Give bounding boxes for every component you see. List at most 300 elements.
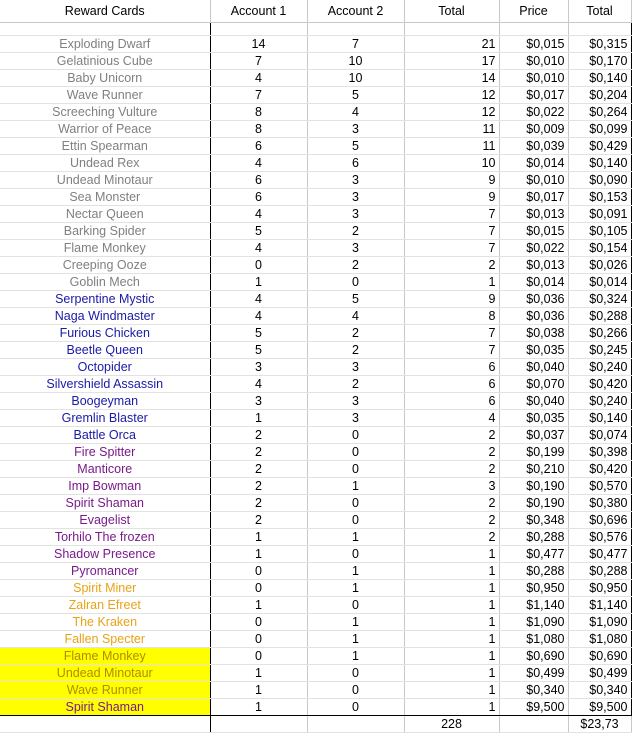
card-name-cell[interactable]: Flame Monkey bbox=[0, 240, 210, 257]
header-price[interactable]: Price bbox=[499, 0, 568, 23]
price-cell[interactable]: $0,014 bbox=[499, 274, 568, 291]
price-cell[interactable]: $1,090 bbox=[499, 614, 568, 631]
price-cell[interactable]: $0,035 bbox=[499, 410, 568, 427]
account-2-cell[interactable]: 10 bbox=[307, 53, 404, 70]
price-cell[interactable]: $1,080 bbox=[499, 631, 568, 648]
total-value-cell[interactable]: $0,140 bbox=[568, 155, 631, 172]
total-value-cell[interactable]: $1,080 bbox=[568, 631, 631, 648]
card-name-cell[interactable]: Battle Orca bbox=[0, 427, 210, 444]
total-value-cell[interactable]: $1,140 bbox=[568, 597, 631, 614]
price-cell[interactable]: $0,036 bbox=[499, 308, 568, 325]
total-value-cell[interactable]: $0,950 bbox=[568, 580, 631, 597]
total-value-cell[interactable]: $0,429 bbox=[568, 138, 631, 155]
header-total-value[interactable]: Total bbox=[568, 0, 631, 23]
total-value-cell[interactable]: $0,099 bbox=[568, 121, 631, 138]
total-count-cell[interactable]: 2 bbox=[404, 427, 499, 444]
card-name-cell[interactable]: Spirit Shaman bbox=[0, 699, 210, 716]
account-1-cell[interactable]: 0 bbox=[210, 580, 307, 597]
card-name-cell[interactable]: Ettin Spearman bbox=[0, 138, 210, 155]
card-row bbox=[0, 206, 631, 223]
card-row bbox=[0, 393, 631, 410]
total-count-cell[interactable]: 7 bbox=[404, 223, 499, 240]
card-row bbox=[0, 155, 631, 172]
account-1-cell[interactable]: 2 bbox=[210, 444, 307, 461]
empty-cell[interactable] bbox=[307, 716, 404, 733]
total-value-cell[interactable]: $0,576 bbox=[568, 529, 631, 546]
card-name-cell[interactable]: Fallen Specter bbox=[0, 631, 210, 648]
price-cell[interactable]: $0,690 bbox=[499, 648, 568, 665]
total-value-cell[interactable]: $1,090 bbox=[568, 614, 631, 631]
card-name-cell[interactable]: Exploding Dwarf bbox=[0, 36, 210, 53]
account-2-cell[interactable]: 0 bbox=[307, 699, 404, 716]
account-2-cell[interactable]: 3 bbox=[307, 410, 404, 427]
total-value-cell[interactable]: $0,140 bbox=[568, 70, 631, 87]
account-1-cell[interactable]: 5 bbox=[210, 342, 307, 359]
total-count-cell[interactable]: 2 bbox=[404, 257, 499, 274]
price-cell[interactable]: $0,288 bbox=[499, 529, 568, 546]
account-2-cell[interactable]: 2 bbox=[307, 325, 404, 342]
account-1-cell[interactable]: 1 bbox=[210, 682, 307, 699]
total-value-cell[interactable]: $0,696 bbox=[568, 512, 631, 529]
empty-cell[interactable] bbox=[499, 716, 568, 733]
account-1-cell[interactable]: 2 bbox=[210, 478, 307, 495]
account-2-cell[interactable]: 1 bbox=[307, 580, 404, 597]
account-2-cell[interactable]: 7 bbox=[307, 36, 404, 53]
total-count-cell[interactable]: 6 bbox=[404, 376, 499, 393]
total-value-cell[interactable]: $0,014 bbox=[568, 274, 631, 291]
card-name-cell[interactable]: Manticore bbox=[0, 461, 210, 478]
total-value-cell[interactable]: $0,204 bbox=[568, 87, 631, 104]
total-count-cell[interactable]: 1 bbox=[404, 614, 499, 631]
total-count-cell[interactable]: 1 bbox=[404, 274, 499, 291]
account-2-cell[interactable]: 1 bbox=[307, 563, 404, 580]
total-count-cell[interactable]: 4 bbox=[404, 410, 499, 427]
total-value-cell[interactable]: $0,420 bbox=[568, 376, 631, 393]
account-1-cell[interactable]: 4 bbox=[210, 155, 307, 172]
card-name-cell[interactable]: Creeping Ooze bbox=[0, 257, 210, 274]
total-value-cell[interactable]: $0,380 bbox=[568, 495, 631, 512]
total-count-cell[interactable]: 1 bbox=[404, 699, 499, 716]
card-row bbox=[0, 512, 631, 529]
card-row bbox=[0, 36, 631, 53]
price-cell[interactable]: $0,017 bbox=[499, 87, 568, 104]
price-cell[interactable]: $0,037 bbox=[499, 427, 568, 444]
card-name-cell[interactable]: Goblin Mech bbox=[0, 274, 210, 291]
card-row bbox=[0, 461, 631, 478]
card-name-cell[interactable]: Zalran Efreet bbox=[0, 597, 210, 614]
card-row bbox=[0, 274, 631, 291]
total-count-cell[interactable]: 8 bbox=[404, 308, 499, 325]
price-cell[interactable]: $0,022 bbox=[499, 104, 568, 121]
card-row bbox=[0, 121, 631, 138]
card-name-cell[interactable]: Baby Unicorn bbox=[0, 70, 210, 87]
total-value-cell[interactable]: $0,090 bbox=[568, 172, 631, 189]
price-cell[interactable]: $0,013 bbox=[499, 257, 568, 274]
price-cell[interactable]: $0,950 bbox=[499, 580, 568, 597]
total-count-cell[interactable]: 1 bbox=[404, 631, 499, 648]
account-2-cell[interactable]: 3 bbox=[307, 206, 404, 223]
total-value-cell[interactable]: $0,288 bbox=[568, 563, 631, 580]
card-name-cell[interactable]: Gelatinious Cube bbox=[0, 53, 210, 70]
empty-cell[interactable] bbox=[0, 716, 210, 733]
card-name-cell[interactable]: Boogeyman bbox=[0, 393, 210, 410]
account-2-cell[interactable]: 0 bbox=[307, 427, 404, 444]
total-count-cell[interactable]: 1 bbox=[404, 682, 499, 699]
account-1-cell[interactable]: 1 bbox=[210, 597, 307, 614]
total-value-cell[interactable]: $0,074 bbox=[568, 427, 631, 444]
header-account-1[interactable]: Account 1 bbox=[210, 0, 307, 23]
account-2-cell[interactable]: 3 bbox=[307, 359, 404, 376]
price-cell[interactable]: $1,140 bbox=[499, 597, 568, 614]
account-1-cell[interactable]: 4 bbox=[210, 70, 307, 87]
price-cell[interactable]: $0,010 bbox=[499, 172, 568, 189]
account-2-cell[interactable]: 3 bbox=[307, 121, 404, 138]
account-1-cell[interactable]: 1 bbox=[210, 665, 307, 682]
account-1-cell[interactable]: 2 bbox=[210, 512, 307, 529]
card-row bbox=[0, 359, 631, 376]
total-count-cell[interactable]: 3 bbox=[404, 478, 499, 495]
total-count-cell[interactable]: 7 bbox=[404, 206, 499, 223]
total-count-cell[interactable]: 10 bbox=[404, 155, 499, 172]
total-value-cell[interactable]: $0,477 bbox=[568, 546, 631, 563]
card-row bbox=[0, 342, 631, 359]
account-2-cell[interactable]: 2 bbox=[307, 342, 404, 359]
total-value-cell[interactable]: $0,153 bbox=[568, 189, 631, 206]
total-count-cell[interactable]: 1 bbox=[404, 597, 499, 614]
price-cell[interactable]: $0,190 bbox=[499, 495, 568, 512]
total-count-cell[interactable]: 1 bbox=[404, 648, 499, 665]
empty-cell[interactable] bbox=[307, 23, 404, 36]
account-1-cell[interactable]: 4 bbox=[210, 308, 307, 325]
card-row bbox=[0, 104, 631, 121]
account-2-cell[interactable]: 3 bbox=[307, 189, 404, 206]
price-cell[interactable]: $0,017 bbox=[499, 189, 568, 206]
card-name-cell[interactable]: Warrior of Peace bbox=[0, 121, 210, 138]
grand-total-value[interactable]: $23,73 bbox=[568, 716, 631, 733]
total-value-cell[interactable]: $0,105 bbox=[568, 223, 631, 240]
account-2-cell[interactable]: 4 bbox=[307, 308, 404, 325]
account-2-cell[interactable]: 0 bbox=[307, 444, 404, 461]
spacer-row bbox=[0, 23, 631, 36]
account-2-cell[interactable]: 3 bbox=[307, 393, 404, 410]
price-cell[interactable]: $0,070 bbox=[499, 376, 568, 393]
empty-cell[interactable] bbox=[210, 23, 307, 36]
card-name-cell[interactable]: Barking Spider bbox=[0, 223, 210, 240]
total-count-cell[interactable]: 9 bbox=[404, 172, 499, 189]
account-1-cell[interactable]: 0 bbox=[210, 257, 307, 274]
price-cell[interactable]: $0,010 bbox=[499, 53, 568, 70]
price-cell[interactable]: $0,340 bbox=[499, 682, 568, 699]
account-2-cell[interactable]: 10 bbox=[307, 70, 404, 87]
account-1-cell[interactable]: 2 bbox=[210, 495, 307, 512]
account-2-cell[interactable]: 1 bbox=[307, 631, 404, 648]
account-2-cell[interactable]: 1 bbox=[307, 648, 404, 665]
price-cell[interactable]: $0,210 bbox=[499, 461, 568, 478]
card-name-cell[interactable]: Torhilo The frozen bbox=[0, 529, 210, 546]
card-name-cell[interactable]: Flame Monkey bbox=[0, 648, 210, 665]
price-cell[interactable]: $0,015 bbox=[499, 36, 568, 53]
card-row bbox=[0, 223, 631, 240]
account-2-cell[interactable]: 1 bbox=[307, 614, 404, 631]
account-1-cell[interactable]: 1 bbox=[210, 410, 307, 427]
empty-cell[interactable] bbox=[499, 23, 568, 36]
card-name-cell[interactable]: Furious Chicken bbox=[0, 325, 210, 342]
card-name-cell[interactable]: Naga Windmaster bbox=[0, 308, 210, 325]
price-cell[interactable]: $0,038 bbox=[499, 325, 568, 342]
empty-cell[interactable] bbox=[0, 23, 210, 36]
header-account-2[interactable]: Account 2 bbox=[307, 0, 404, 23]
total-value-cell[interactable]: $9,500 bbox=[568, 699, 631, 716]
account-2-cell[interactable]: 0 bbox=[307, 461, 404, 478]
total-value-cell[interactable]: $0,240 bbox=[568, 393, 631, 410]
price-cell[interactable]: $0,022 bbox=[499, 240, 568, 257]
total-value-cell[interactable]: $0,340 bbox=[568, 682, 631, 699]
card-row bbox=[0, 563, 631, 580]
grand-total-count[interactable]: 228 bbox=[404, 716, 499, 733]
account-1-cell[interactable]: 0 bbox=[210, 614, 307, 631]
card-name-cell[interactable]: Spirit Miner bbox=[0, 580, 210, 597]
card-row bbox=[0, 308, 631, 325]
total-count-cell[interactable]: 1 bbox=[404, 563, 499, 580]
card-row bbox=[0, 257, 631, 274]
card-row bbox=[0, 614, 631, 631]
total-value-cell[interactable]: $0,420 bbox=[568, 461, 631, 478]
card-row bbox=[0, 444, 631, 461]
total-count-cell[interactable]: 9 bbox=[404, 189, 499, 206]
header-row bbox=[0, 0, 631, 23]
total-value-cell[interactable]: $0,026 bbox=[568, 257, 631, 274]
account-1-cell[interactable]: 3 bbox=[210, 359, 307, 376]
card-row bbox=[0, 172, 631, 189]
header-total[interactable]: Total bbox=[404, 0, 499, 23]
total-count-cell[interactable]: 12 bbox=[404, 104, 499, 121]
card-name-cell[interactable]: Spirit Shaman bbox=[0, 495, 210, 512]
total-count-cell[interactable]: 14 bbox=[404, 70, 499, 87]
total-count-cell[interactable]: 1 bbox=[404, 546, 499, 563]
card-row bbox=[0, 478, 631, 495]
price-cell[interactable]: $0,288 bbox=[499, 563, 568, 580]
account-2-cell[interactable]: 2 bbox=[307, 223, 404, 240]
total-value-cell[interactable]: $0,324 bbox=[568, 291, 631, 308]
account-1-cell[interactable]: 1 bbox=[210, 699, 307, 716]
card-name-cell[interactable]: Wave Runner bbox=[0, 87, 210, 104]
account-1-cell[interactable]: 8 bbox=[210, 104, 307, 121]
account-1-cell[interactable]: 2 bbox=[210, 427, 307, 444]
account-2-cell[interactable]: 6 bbox=[307, 155, 404, 172]
account-1-cell[interactable]: 5 bbox=[210, 325, 307, 342]
price-cell[interactable]: $9,500 bbox=[499, 699, 568, 716]
total-value-cell[interactable]: $0,570 bbox=[568, 478, 631, 495]
price-cell[interactable]: $0,036 bbox=[499, 291, 568, 308]
total-count-cell[interactable]: 17 bbox=[404, 53, 499, 70]
card-row bbox=[0, 325, 631, 342]
account-1-cell[interactable]: 8 bbox=[210, 121, 307, 138]
price-cell[interactable]: $0,190 bbox=[499, 478, 568, 495]
account-1-cell[interactable]: 14 bbox=[210, 36, 307, 53]
total-value-cell[interactable]: $0,288 bbox=[568, 308, 631, 325]
total-value-cell[interactable]: $0,091 bbox=[568, 206, 631, 223]
card-name-cell[interactable]: Undead Minotaur bbox=[0, 172, 210, 189]
card-name-cell[interactable]: The Kraken bbox=[0, 614, 210, 631]
total-count-cell[interactable]: 9 bbox=[404, 291, 499, 308]
total-count-cell[interactable]: 2 bbox=[404, 444, 499, 461]
card-name-cell[interactable]: Pyromancer bbox=[0, 563, 210, 580]
account-2-cell[interactable]: 3 bbox=[307, 240, 404, 257]
empty-cell[interactable] bbox=[404, 23, 499, 36]
card-row bbox=[0, 699, 631, 716]
account-2-cell[interactable]: 0 bbox=[307, 495, 404, 512]
account-1-cell[interactable]: 4 bbox=[210, 206, 307, 223]
price-cell[interactable]: $0,199 bbox=[499, 444, 568, 461]
total-count-cell[interactable]: 6 bbox=[404, 359, 499, 376]
header-reward-cards[interactable]: Reward Cards bbox=[0, 0, 210, 23]
account-1-cell[interactable]: 5 bbox=[210, 223, 307, 240]
account-2-cell[interactable]: 0 bbox=[307, 682, 404, 699]
account-1-cell[interactable]: 0 bbox=[210, 648, 307, 665]
account-1-cell[interactable]: 1 bbox=[210, 546, 307, 563]
card-row bbox=[0, 546, 631, 563]
account-2-cell[interactable]: 0 bbox=[307, 597, 404, 614]
card-name-cell[interactable]: Undead Rex bbox=[0, 155, 210, 172]
account-2-cell[interactable]: 1 bbox=[307, 529, 404, 546]
total-value-cell[interactable]: $0,266 bbox=[568, 325, 631, 342]
total-count-cell[interactable]: 1 bbox=[404, 665, 499, 682]
card-row bbox=[0, 529, 631, 546]
total-value-cell[interactable]: $0,140 bbox=[568, 410, 631, 427]
price-cell[interactable]: $0,499 bbox=[499, 665, 568, 682]
card-row bbox=[0, 410, 631, 427]
card-row bbox=[0, 189, 631, 206]
price-cell[interactable]: $0,040 bbox=[499, 359, 568, 376]
total-count-cell[interactable]: 21 bbox=[404, 36, 499, 53]
total-value-cell[interactable]: $0,690 bbox=[568, 648, 631, 665]
card-row bbox=[0, 597, 631, 614]
account-1-cell[interactable]: 4 bbox=[210, 291, 307, 308]
card-name-cell[interactable]: Octopider bbox=[0, 359, 210, 376]
total-count-cell[interactable]: 7 bbox=[404, 342, 499, 359]
total-count-cell[interactable]: 11 bbox=[404, 138, 499, 155]
account-1-cell[interactable]: 7 bbox=[210, 53, 307, 70]
total-value-cell[interactable]: $0,154 bbox=[568, 240, 631, 257]
card-name-cell[interactable]: Silvershield Assassin bbox=[0, 376, 210, 393]
card-name-cell[interactable]: Screeching Vulture bbox=[0, 104, 210, 121]
price-cell[interactable]: $0,013 bbox=[499, 206, 568, 223]
account-2-cell[interactable]: 2 bbox=[307, 376, 404, 393]
account-2-cell[interactable]: 3 bbox=[307, 172, 404, 189]
card-name-cell[interactable]: Beetle Queen bbox=[0, 342, 210, 359]
account-2-cell[interactable]: 0 bbox=[307, 274, 404, 291]
account-2-cell[interactable]: 1 bbox=[307, 478, 404, 495]
card-name-cell[interactable]: Shadow Presence bbox=[0, 546, 210, 563]
account-1-cell[interactable]: 1 bbox=[210, 274, 307, 291]
totals-row bbox=[0, 716, 631, 733]
price-cell[interactable]: $0,015 bbox=[499, 223, 568, 240]
card-name-cell[interactable]: Undead Minotaur bbox=[0, 665, 210, 682]
card-row bbox=[0, 291, 631, 308]
total-count-cell[interactable]: 6 bbox=[404, 393, 499, 410]
total-count-cell[interactable]: 12 bbox=[404, 87, 499, 104]
price-cell[interactable]: $0,477 bbox=[499, 546, 568, 563]
card-name-cell[interactable]: Serpentine Mystic bbox=[0, 291, 210, 308]
account-2-cell[interactable]: 0 bbox=[307, 665, 404, 682]
total-value-cell[interactable]: $0,499 bbox=[568, 665, 631, 682]
account-1-cell[interactable]: 6 bbox=[210, 172, 307, 189]
card-row bbox=[0, 240, 631, 257]
empty-cell[interactable] bbox=[210, 716, 307, 733]
total-count-cell[interactable]: 2 bbox=[404, 495, 499, 512]
price-cell[interactable]: $0,348 bbox=[499, 512, 568, 529]
card-row bbox=[0, 138, 631, 155]
total-count-cell[interactable]: 7 bbox=[404, 240, 499, 257]
price-cell[interactable]: $0,009 bbox=[499, 121, 568, 138]
card-row bbox=[0, 427, 631, 444]
empty-cell[interactable] bbox=[568, 23, 631, 36]
card-name-cell[interactable]: Evagelist bbox=[0, 512, 210, 529]
card-row bbox=[0, 87, 631, 104]
total-value-cell[interactable]: $0,245 bbox=[568, 342, 631, 359]
price-cell[interactable]: $0,010 bbox=[499, 70, 568, 87]
account-2-cell[interactable]: 0 bbox=[307, 512, 404, 529]
account-2-cell[interactable]: 5 bbox=[307, 87, 404, 104]
card-row bbox=[0, 70, 631, 87]
price-cell[interactable]: $0,014 bbox=[499, 155, 568, 172]
total-value-cell[interactable]: $0,240 bbox=[568, 359, 631, 376]
account-2-cell[interactable]: 4 bbox=[307, 104, 404, 121]
card-name-cell[interactable]: Nectar Queen bbox=[0, 206, 210, 223]
card-row bbox=[0, 682, 631, 699]
card-row bbox=[0, 648, 631, 665]
card-name-cell[interactable]: Gremlin Blaster bbox=[0, 410, 210, 427]
account-2-cell[interactable]: 0 bbox=[307, 546, 404, 563]
card-name-cell[interactable]: Imp Bowman bbox=[0, 478, 210, 495]
account-1-cell[interactable]: 3 bbox=[210, 393, 307, 410]
account-1-cell[interactable]: 6 bbox=[210, 138, 307, 155]
total-count-cell[interactable]: 11 bbox=[404, 121, 499, 138]
card-row bbox=[0, 376, 631, 393]
total-count-cell[interactable]: 1 bbox=[404, 580, 499, 597]
card-row bbox=[0, 631, 631, 648]
total-value-cell[interactable]: $0,315 bbox=[568, 36, 631, 53]
card-row bbox=[0, 53, 631, 70]
total-count-cell[interactable]: 2 bbox=[404, 512, 499, 529]
account-1-cell[interactable]: 4 bbox=[210, 240, 307, 257]
account-1-cell[interactable]: 0 bbox=[210, 631, 307, 648]
total-value-cell[interactable]: $0,264 bbox=[568, 104, 631, 121]
price-cell[interactable]: $0,039 bbox=[499, 138, 568, 155]
total-count-cell[interactable]: 7 bbox=[404, 325, 499, 342]
account-1-cell[interactable]: 6 bbox=[210, 189, 307, 206]
account-2-cell[interactable]: 2 bbox=[307, 257, 404, 274]
total-count-cell[interactable]: 2 bbox=[404, 529, 499, 546]
card-row bbox=[0, 580, 631, 597]
account-1-cell[interactable]: 0 bbox=[210, 563, 307, 580]
card-name-cell[interactable]: Sea Monster bbox=[0, 189, 210, 206]
account-1-cell[interactable]: 1 bbox=[210, 529, 307, 546]
card-name-cell[interactable]: Wave Runner bbox=[0, 682, 210, 699]
card-name-cell[interactable]: Fire Spitter bbox=[0, 444, 210, 461]
account-1-cell[interactable]: 7 bbox=[210, 87, 307, 104]
total-value-cell[interactable]: $0,170 bbox=[568, 53, 631, 70]
card-row bbox=[0, 665, 631, 682]
price-cell[interactable]: $0,040 bbox=[499, 393, 568, 410]
total-count-cell[interactable]: 2 bbox=[404, 461, 499, 478]
price-cell[interactable]: $0,035 bbox=[499, 342, 568, 359]
total-value-cell[interactable]: $0,398 bbox=[568, 444, 631, 461]
account-2-cell[interactable]: 5 bbox=[307, 138, 404, 155]
account-1-cell[interactable]: 2 bbox=[210, 461, 307, 478]
account-2-cell[interactable]: 5 bbox=[307, 291, 404, 308]
account-1-cell[interactable]: 4 bbox=[210, 376, 307, 393]
